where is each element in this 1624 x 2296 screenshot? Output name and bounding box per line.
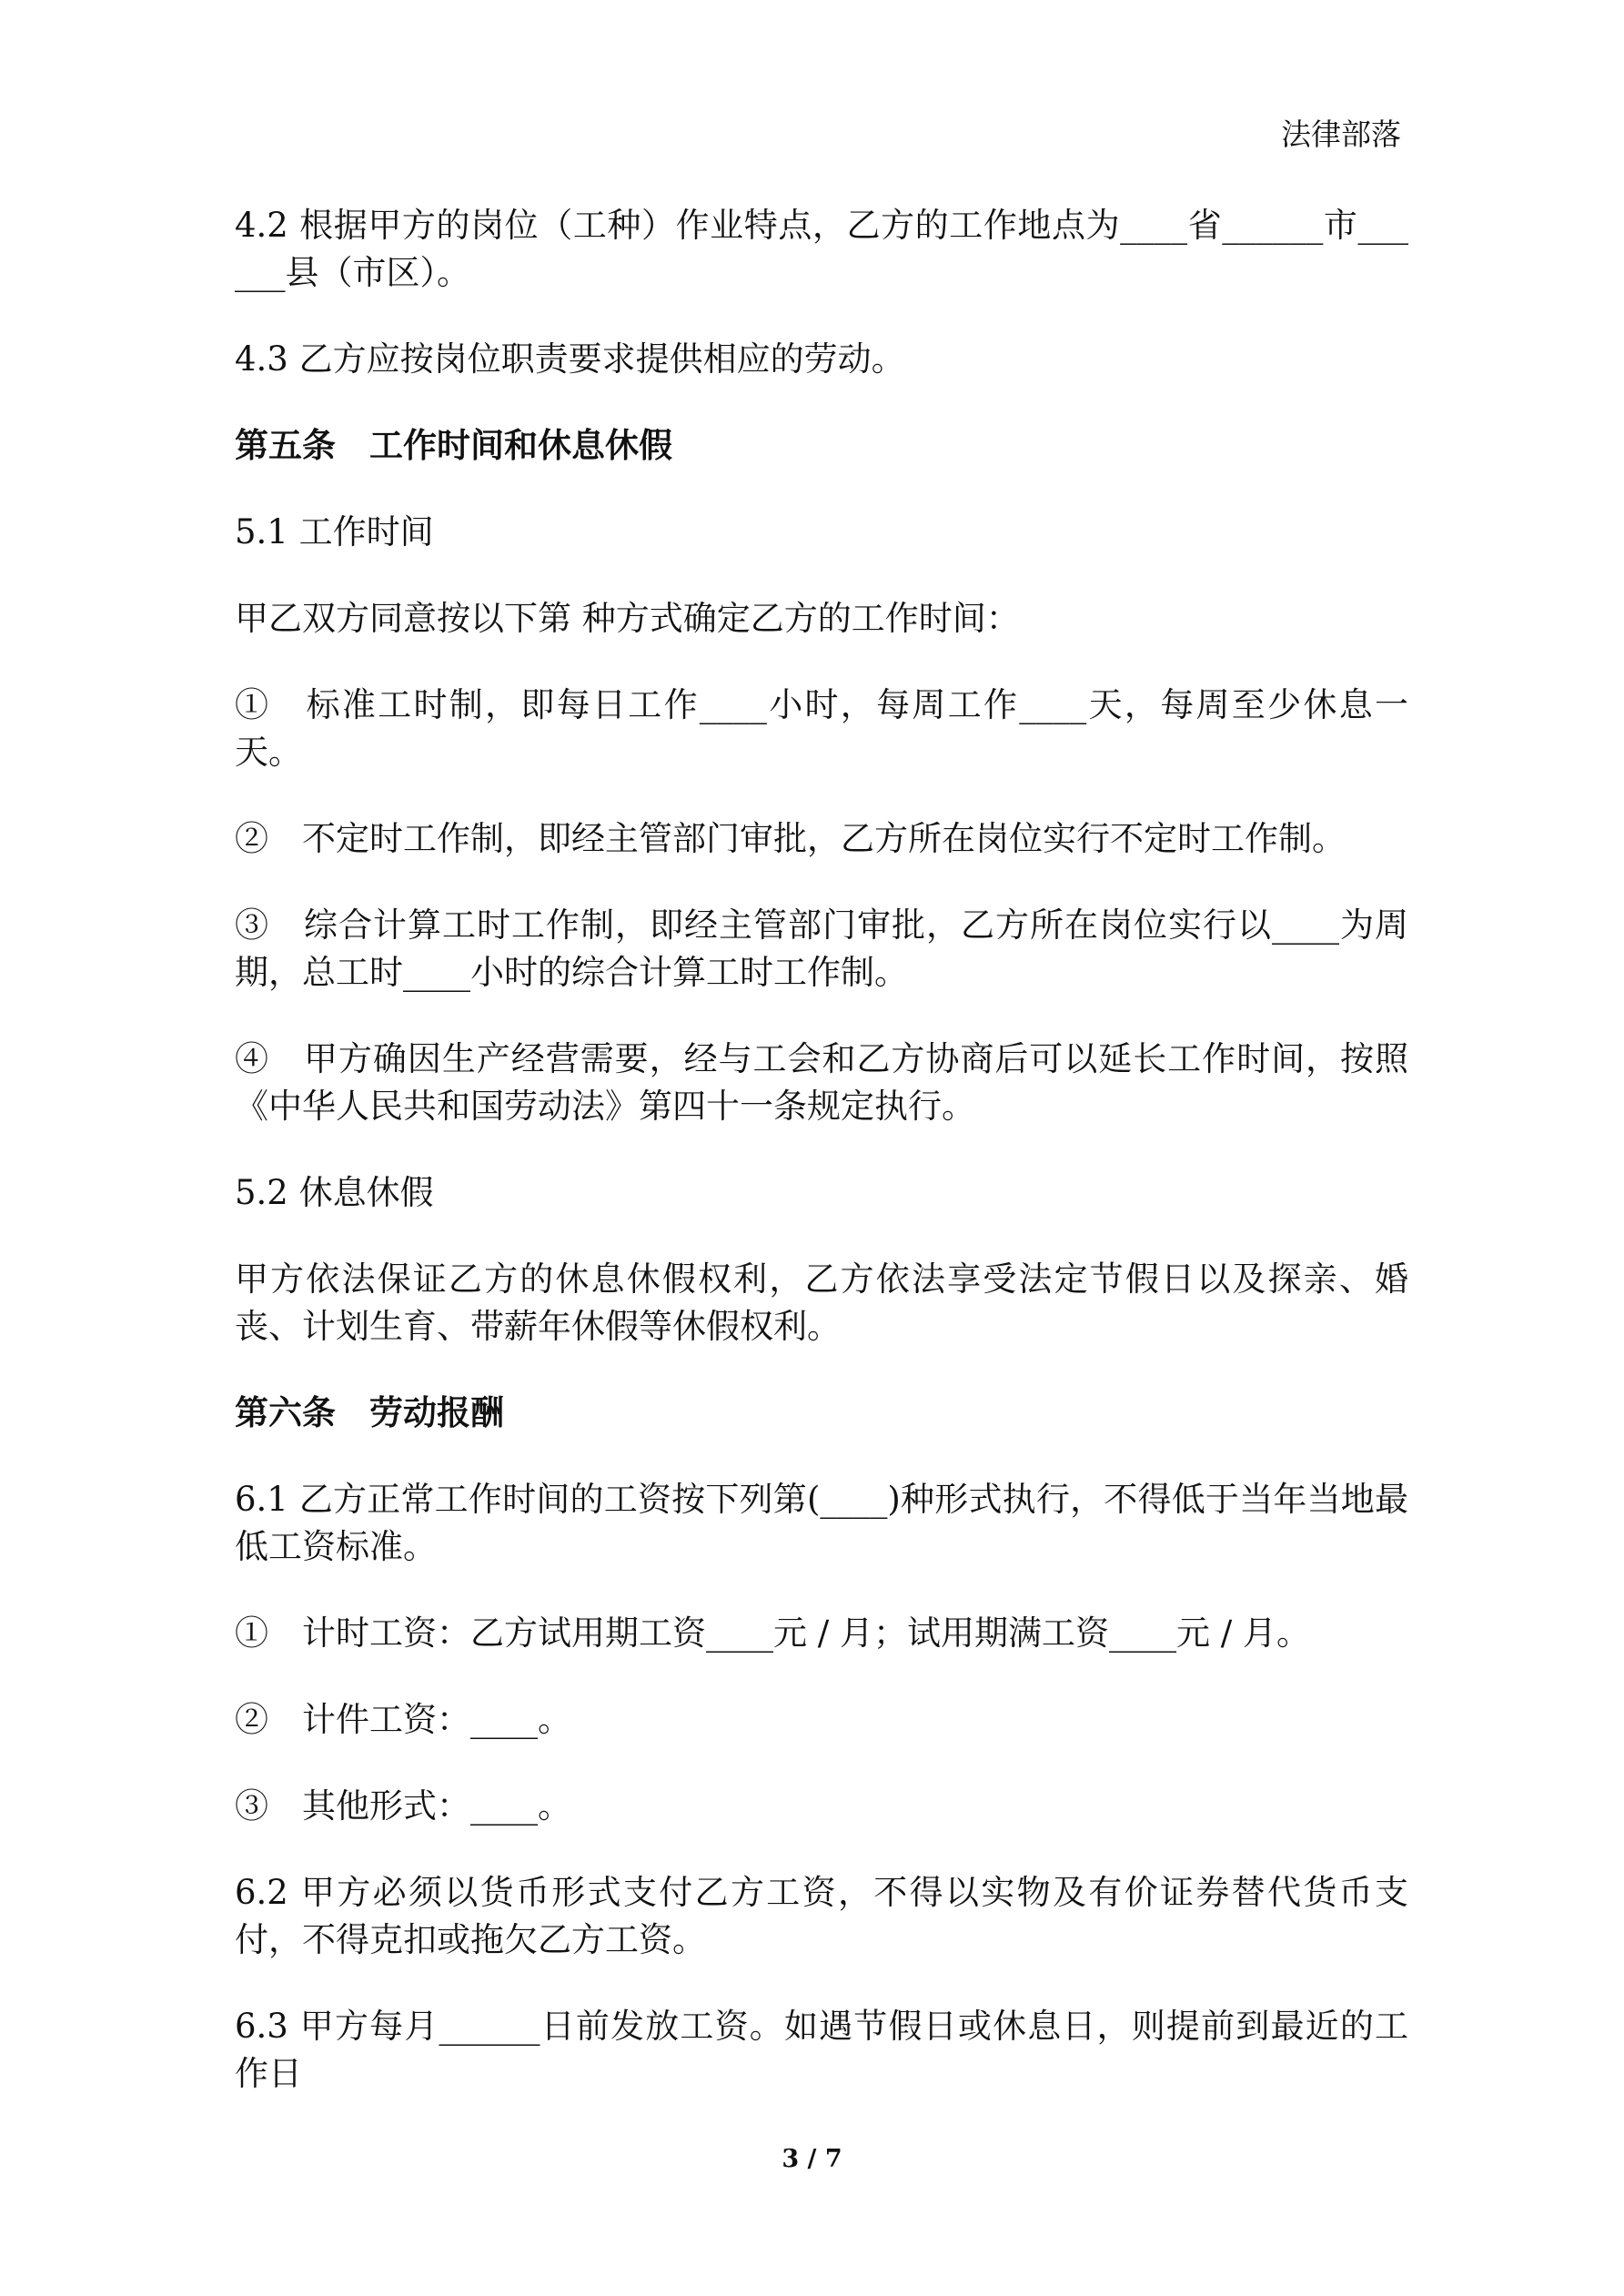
header-brand: 法律部落	[1281, 116, 1401, 152]
clause-6-3: 6.3 甲方每月______日前发放工资。如遇节假日或休息日，则提前到最近的工作日	[235, 2007, 1408, 2093]
clause-6-1: 6.1 乙方正常工作时间的工资按下列第(____)种形式执行，不得低于当年当地最低工资标准。	[235, 1480, 1408, 1566]
option-overtime: ④ 甲方确因生产经营需要，经与工会和乙方协商后可以延长工作时间，按照《中华人民共和国劳动法》第四十一条规定执行。	[235, 1039, 1408, 1126]
option-comprehensive-hours: ③ 综合计算工时工作制，即经主管部门审批，乙方所在岗位实行以____为周期，总工时____小时的综合计算工时工作制。	[235, 905, 1408, 992]
article-5-heading: 第五条 工作时间和休息休假	[235, 426, 672, 465]
clause-5-1-title: 5.1 工作时间	[235, 512, 434, 551]
clause-5-2-title: 5.2 休息休假	[235, 1173, 434, 1212]
page-number: 3 / 7	[782, 2145, 842, 2173]
wage-option-other: ③ 其他形式：____。	[235, 1786, 571, 1826]
clause-6-2: 6.2 甲方必须以货币形式支付乙方工资，不得以实物及有价证券替代货币支付，不得克扣或拖欠乙方工资。	[235, 1873, 1408, 1959]
option-flexible-hours: ② 不定时工作制，即经主管部门审批，乙方所在岗位实行不定时工作制。	[235, 819, 1346, 858]
article-6-heading: 第六条 劳动报酬	[235, 1393, 504, 1432]
document-body	[235, 202, 1408, 2137]
clause-5-1-intro: 甲乙双方同意按以下第 种方式确定乙方的工作时间：	[235, 599, 1020, 638]
clause-4-3: 4.3 乙方应按岗位职责要求提供相应的劳动。	[235, 339, 905, 379]
clause-5-2-body: 甲方依法保证乙方的休息休假权利，乙方依法享受法定节假日以及探亲、婚丧、计划生育、带薪年休假等休假权利。	[235, 1259, 1408, 1346]
clause-4-2: 4.2 根据甲方的岗位（工种）作业特点，乙方的工作地点为____省______市______县（市区）。	[235, 206, 1408, 292]
wage-option-hourly: ① 计时工资：乙方试用期工资____元 / 月；试用期满工资____元 / 月。	[235, 1613, 1310, 1653]
wage-option-piecework: ② 计件工资：____。	[235, 1700, 571, 1739]
option-standard-hours: ① 标准工时制，即每日工作____小时，每周工作____天，每周至少休息一天。	[235, 685, 1408, 772]
